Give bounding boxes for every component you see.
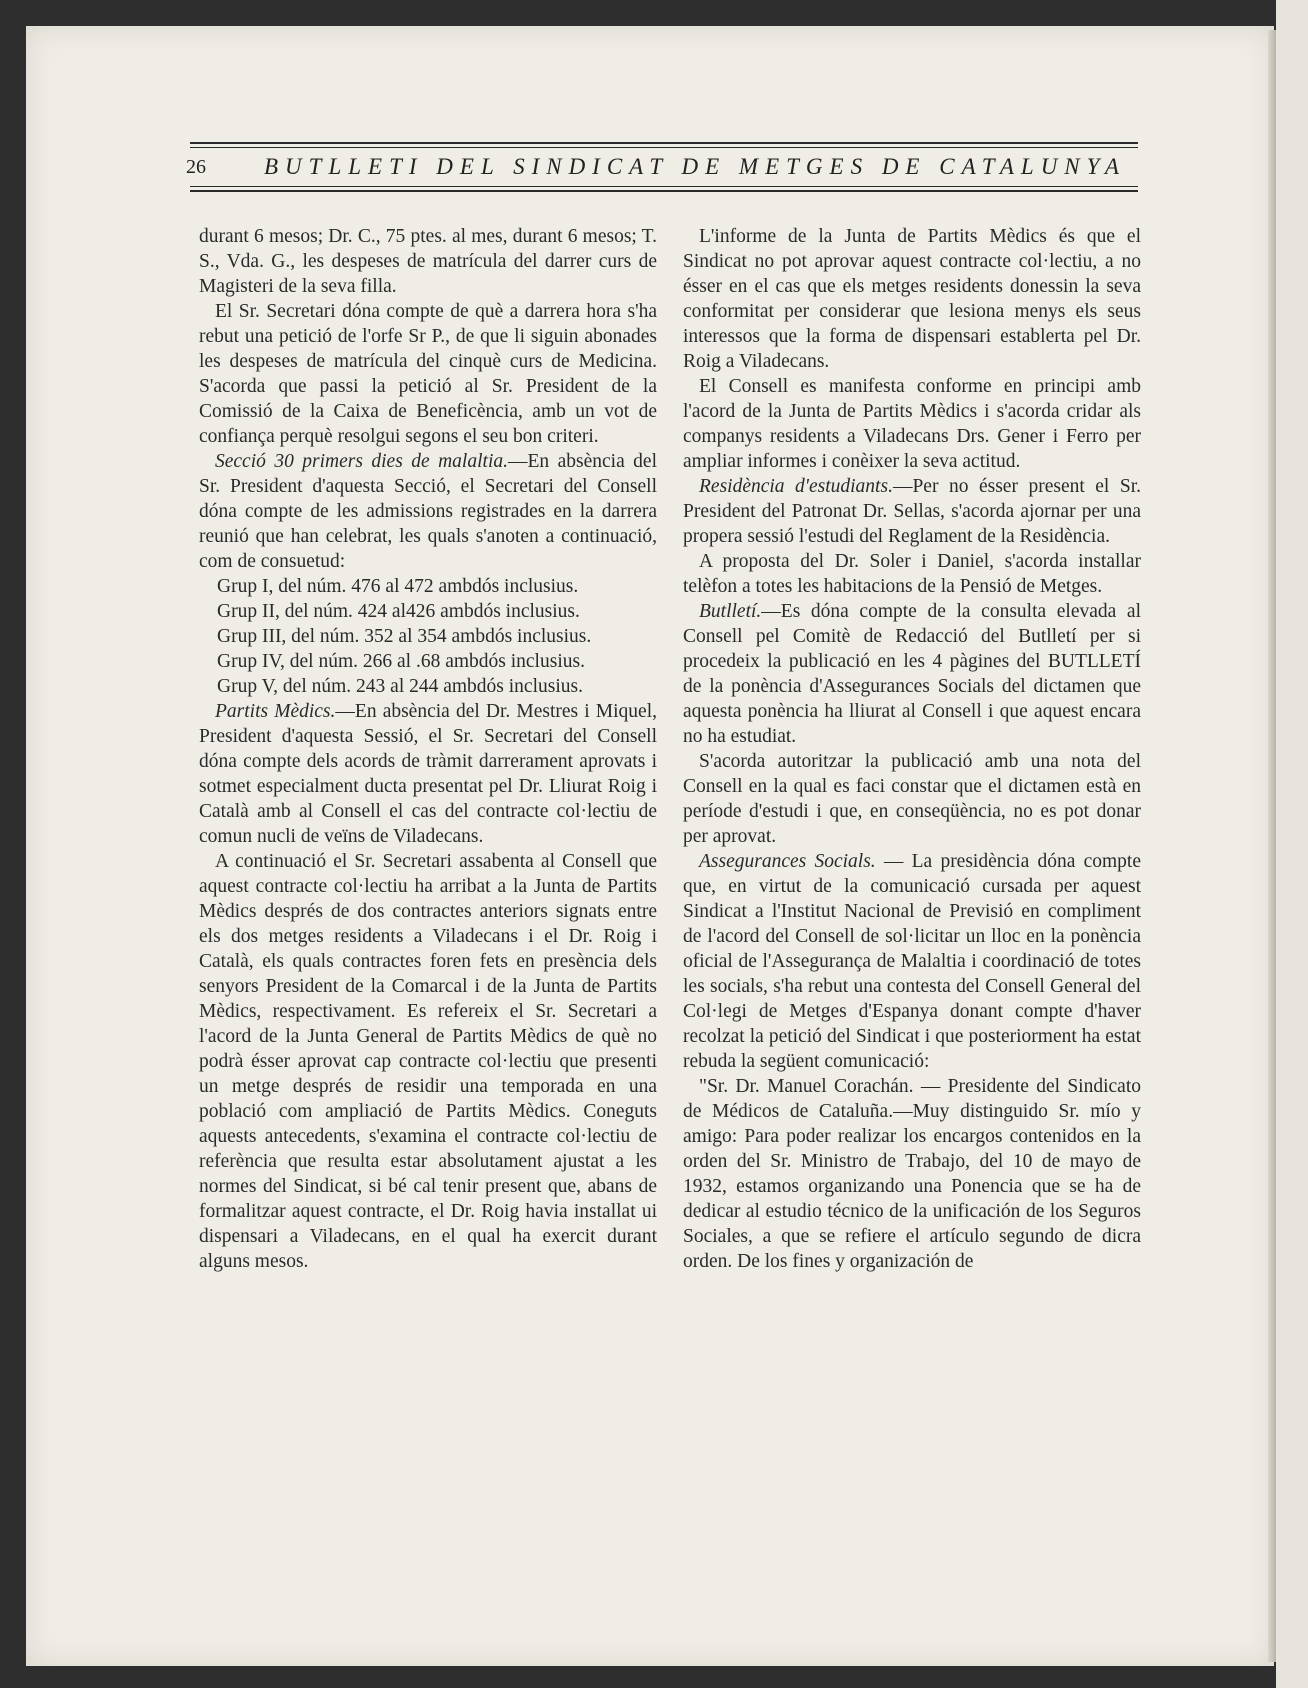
running-title: BUTLLETI DEL SINDICAT DE METGES DE CATALUNYA	[264, 154, 1126, 179]
section-heading: Partits Mèdics.	[215, 701, 336, 722]
paragraph: S'acorda autoritzar la publicació amb una nota del Consell en la qual es faci constar que el dictamen està en període d'estudi i que, en conseqüència, no es pot donar per aprovat.	[683, 751, 1141, 847]
admission-group-item: Grup II, del núm. 424 al426 ambdós inclusius.	[217, 601, 580, 622]
page-edge	[1268, 30, 1276, 1662]
admission-group-item: Grup I, del núm. 476 al 472 ambdós inclusius.	[217, 576, 579, 597]
section-text: —Es dóna compte de la consulta elevada al Consell pel Comitè de Redacció del Butlletí per si procedeix la publicació en les 4 pàgines del BUTLLETÍ de la ponència d'Assegurances Socials del dictamen que aquesta ponència ha lliurat al Consell i que aquest encara no ha estudiat.	[683, 601, 1141, 747]
admission-group-item: Grup V, del núm. 243 al 244 ambdós inclusius.	[217, 676, 583, 697]
page-number: 26	[186, 156, 206, 178]
section-paragraph	[683, 599, 1141, 749]
section-heading: Secció 30 primers dies de malaltia.	[215, 451, 508, 472]
header-rule-top-thin	[190, 147, 1138, 148]
paragraph: A continuació el Sr. Secretari assabenta al Consell que aquest contracte col·lectiu ha arribat a la Junta de Partits Mèdics després de dos contractes anteriors signats entre els dos metges residents a Viladecans i el Dr. Roig i Català, els quals contractes foren fets en presència dels senyors President de la Comarcal i de la Junta de Partits Mèdics, respectivament. Es refereix el Sr. Secretari a l'acord de la Junta General de Partits Mèdics de què no podrà ésser aprovat cap contracte col·lectiu que presenti un metge després de residir una temporada en una població com ampliació de Partits Mèdics. Coneguts aquests antecedents, s'examina el contracte col·lectiu de referència que resulta estar absolutament ajustat a les normes del Sindicat, si bé cal tenir present que, abans de formalitzar aquest contracte, el Dr. Roig havia installat ui dispensari a Viladecans, en el qual ha exercit durant alguns mesos.	[199, 851, 657, 1272]
section-text: —En absència del Dr. Mestres i Miquel, President d'aquesta Sessió, el Sr. Secretari del Consell dóna compte dels acords de tràmit darrerament aprovats i sotmet especialment ducta presentat pel Dr. Lliurat Roig i Català amb al Consell el cas del contracte col·lectiu de comun nucli de veïns de Viladecans.	[199, 701, 657, 847]
section-heading: Residència d'estudiants.	[699, 476, 893, 497]
header-rule-top	[190, 142, 1138, 144]
section-heading: Butlletí.	[699, 601, 762, 622]
admission-group-item: Grup IV, del núm. 266 al .68 ambdós inclusius.	[217, 651, 585, 672]
paragraph: L'informe de la Junta de Partits Mèdics és que el Sindicat no pot aprovar aquest contracte col·lectiu, a no ésser en el cas que els metges residents donessin la seva conformitat per considerar que lesiona menys els seus interessos que la forma de dispensari establerta pel Dr. Roig a Viladecans.	[683, 226, 1141, 372]
section-heading: Assegurances Socials.	[699, 851, 876, 872]
section-text: —Per no ésser present el Sr. President del Patronat Dr. Sellas, s'acorda ajornar per una propera sessió l'estudi del Reglament de la Residència.	[683, 476, 1142, 547]
section-text: — La presidència dóna compte que, en virtut de la comunicació cursada per aquest Sindicat a l'Institut Nacional de Previsió en compliment de l'acord del Consell de sol·licitar un lloc en la ponència oficial de l'Assegurança de Malaltia i coordinació de totes les socials, s'ha rebut una contesta del Consell General del Col·legi de Metges d'Espanya donant compte d'haver recolzat la petició del Sindicat i que posteriorment ha estat rebuda la següent comunicació:	[683, 851, 1141, 1072]
paragraph: El Consell es manifesta conforme en principi amb l'acord de la Junta de Partits Mèdics i s'acorda cridar als companys residents a Viladecans Drs. Gener i Ferro per ampliar informes i conèixer la seva actitud.	[683, 376, 1141, 472]
paragraph: El Sr. Secretari dóna compte de què a darrera hora s'ha rebut una petició de l'orfe Sr P., de que li siguin abonades les despeses de matrícula del cinquè curs de Medicina. S'acorda que passi la petició al Sr. President de la Comissió de la Caixa de Beneficència, amb un vot de confiança perquè resolgui segons el seu bon criteri.	[199, 301, 657, 447]
section-paragraph	[199, 699, 657, 849]
section-text: —En absència del Sr. President d'aquesta Secció, el Secretari del Consell dóna compte de les admissions registrades en la darrera reunió que han celebrat, les quals s'anoten a continuació, com de consuetud:	[199, 451, 657, 572]
section-paragraph	[683, 849, 1141, 1074]
adjacent-page-strip	[1276, 0, 1308, 1688]
paragraph: "Sr. Dr. Manuel Corachán. — Presidente del Sindicato de Médicos de Cataluña.—Muy distinguido Sr. mío y amigo: Para poder realizar los encargos contenidos en la orden del Sr. Ministro de Trabajo, del 10 de mayo de 1932, estamos organizando una Ponencia que se ha de dedicar al estudio técnico de la unificación de los Seguros Sociales, a que se refiere el artículo segundo de dicra orden. De los fines y organización de	[683, 1076, 1141, 1272]
header-rule-bottom-thin	[190, 186, 1138, 187]
paragraph: A proposta del Dr. Soler i Daniel, s'acorda installar telèfon a totes les habitacions de la Pensió de Metges.	[683, 551, 1141, 597]
header-rule-bottom	[190, 190, 1138, 192]
running-header	[186, 152, 1142, 188]
left-column	[199, 224, 657, 1274]
section-paragraph	[683, 474, 1141, 549]
admission-group-item: Grup III, del núm. 352 al 354 ambdós inclusius.	[217, 626, 592, 647]
section-paragraph	[199, 449, 657, 574]
right-column	[683, 224, 1141, 1274]
continued-paragraph: durant 6 mesos; Dr. C., 75 ptes. al mes, durant 6 mesos; T. S., Vda. G., les despeses de matrícula del darrer curs de Magisteri de la seva filla.	[199, 226, 657, 297]
